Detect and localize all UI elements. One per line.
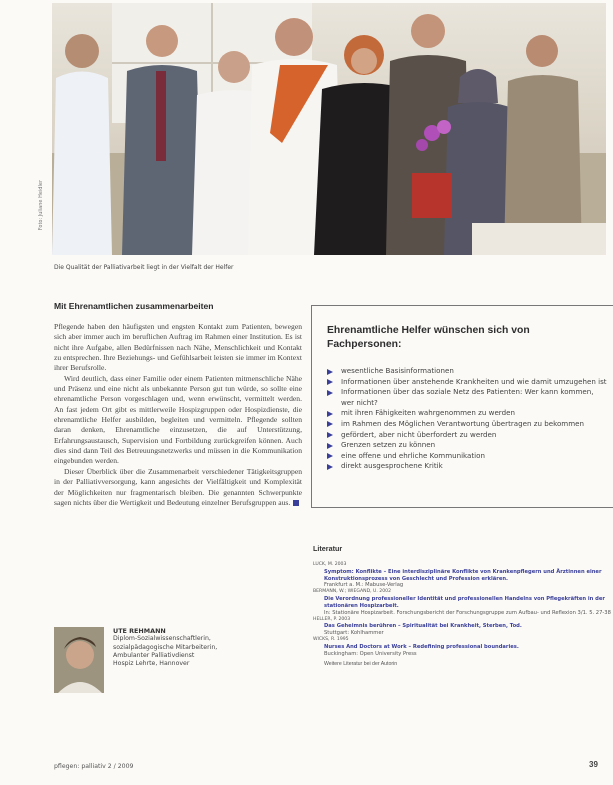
list-item [327, 408, 607, 419]
author-line: Hospiz Lehrte, Hannover [113, 660, 190, 668]
list-item-text: wesentliche Basisinformationen [341, 366, 454, 375]
group-photo [52, 3, 606, 255]
info-box [311, 305, 613, 508]
literature-author: WICKS, R. 1995 [313, 637, 349, 643]
literature-title: Nurses And Doctors at Work – Redefining professional boundaries. [324, 643, 519, 650]
bullet-triangle-icon [327, 390, 333, 396]
literature-title: Das Geheimnis berühren – Spiritualität bei Krankheit, Sterben, Tod. [324, 623, 522, 630]
literature-entry [313, 637, 613, 657]
list-item [327, 387, 607, 408]
literature-author: BERMANN, W.; WIEGAND, U. 2002 [313, 589, 391, 595]
photo-caption: Die Qualität der Palliativarbeit liegt in der Vielfalt der Helfer [54, 264, 234, 271]
author-info [113, 627, 293, 668]
group-photo-illustration [52, 3, 606, 255]
list-item [327, 440, 607, 451]
bullet-triangle-icon [327, 453, 333, 459]
list-item [327, 377, 607, 388]
article-paragraph-text: Dieser Überblick über die Zusammenarbeit verschiedener Tätigkeitsgruppen in der Palliativversorgung, kann angesichts der Vielfältigkeit und Komplexität der Möglichkeiten nur fragmentarisch bleiben. Die genannten Schwerpunkte sagen nichts über die Wertigkeit und Bedeutung einzelner Berufsgruppen aus. [54, 466, 302, 507]
bullet-triangle-icon [327, 443, 333, 449]
literature-entry [313, 562, 613, 589]
literature-heading: Literatur [313, 544, 343, 553]
article-body [54, 322, 302, 508]
author-line: Diplom-Sozialwissenschaftlerin, [113, 635, 211, 643]
author-line: Ambulanter Palliativdienst [113, 651, 195, 659]
list-item [327, 451, 607, 462]
journal-footer: pflegen: palliativ 2 / 2009 [54, 763, 134, 770]
author-name: UTE REHMANN [113, 627, 166, 635]
article-paragraph [54, 467, 302, 508]
list-item-text: eine offene und ehrliche Kommunikation [341, 450, 485, 460]
list-item-text: Informationen über anstehende Krankheiten und wie damit umzugehen ist [341, 376, 607, 386]
list-item [327, 430, 607, 441]
bullet-triangle-icon [327, 464, 333, 470]
literature-author: LUCK, M. 2003 [313, 562, 347, 567]
photo-credit: Foto: Juliane Heidler [38, 180, 44, 231]
literature-title: Symptom: Konflikte – Eine interdisziplinäre Konflikte von Krankenpflegern und Ärztinnen einer Konstruktionsprozess von Geschlecht und Profession erklären. [324, 568, 602, 582]
section-heading: Mit Ehrenamtlichen zusammenarbeiten [54, 301, 214, 311]
author-portrait [54, 627, 104, 693]
bullet-triangle-icon [327, 432, 333, 438]
bullet-triangle-icon [327, 369, 333, 375]
author-portrait-illustration [54, 627, 104, 693]
literature-title: Die Verordnung professioneller Identität und professionellen Handelns von Pflegekräften in der stationären Hospizarbeit. [324, 595, 605, 609]
bullet-triangle-icon [327, 411, 333, 417]
literature-publisher: Buckingham: Open University Press [324, 650, 417, 657]
info-box-title: Ehrenamtliche Helfer wünschen sich von Fachpersonen: [327, 325, 530, 350]
literature-publisher: Frankfurt a. M.: Mabuse-Verlag [324, 582, 404, 589]
literature-entry [313, 617, 613, 637]
list-item-text: im Rahmen des Möglichen Verantwortung übertragen zu bekommen [341, 418, 584, 428]
literature-publisher: Stuttgart: Kohlhammer [324, 630, 384, 637]
literature-note: Weitere Literatur bei der Autorin [324, 661, 398, 668]
list-item-text: gefördert, aber nicht überfordert zu werden [341, 429, 497, 439]
bullet-triangle-icon [327, 421, 333, 427]
list-item-text: mit ihren Fähigkeiten wahrgenommen zu werden [341, 408, 515, 418]
article-paragraph: Wird deutlich, dass einer Familie oder einem Patienten mitmenschliche Nähe und Präsenz und eine nicht als unbekannte Person gut tun würde, so sollte eine ehrenamtliche Person vorgeschlagen und, wenn erwünscht, vermittelt werden. An fast jedem Ort gibt es mittlerweile Hospizgruppen oder Hospizdienste, die ehrenamtliche Helfer ausbilden, begleiten und vermitteln. Pflegende sollten daran denken, Ehrenamtliche einzusetzen, die auf Unterstützung, Erfahrungsaustausch, Supervision und Fortbildung zurückgreifen können. Auch dies sind dann Teil des Betreuungsnetzwerks und müssen in die Kommunikation eingebunden werden. [54, 373, 302, 466]
list-item-text: Informationen über das soziale Netz des Patienten: Wer kann kommen, wer nicht? [341, 387, 594, 407]
list-item [327, 419, 607, 430]
literature-author: HELLER, P. 2003 [313, 616, 351, 622]
list-item-text: Grenzen setzen zu können [341, 440, 436, 450]
end-of-article-mark [293, 500, 299, 506]
page-number: 39 [589, 760, 598, 769]
bullet-triangle-icon [327, 379, 333, 385]
literature-list [313, 562, 613, 668]
article-paragraph: Pflegende haben den häufigsten und engsten Kontakt zum Patienten, bewegen sich aber immer auch im beruflichen Auftrag im Rahmen einer Institution. Es ist nicht ihre Aufgabe, allen Bedürfnissen nach Nähe, Menschlichkeit und Kontakt zu entsprechen. Ihre Beziehungs- und Gefühlsarbeit leisten sie immer im Kontext ihrer Berufsrolle. [54, 322, 302, 373]
author-line: sozialpädagogische Mitarbeiterin, [113, 643, 218, 651]
literature-publisher: In: Stationäre Hospizarbeit. Forschungsbericht der Forschungsgruppe zum Aufbau- und Reflexion 3/1. 5. 27-38 [324, 609, 611, 616]
info-box-list [327, 366, 607, 472]
list-item-text: direkt ausgesprochene Kritik [341, 461, 443, 471]
literature-entry [313, 589, 613, 616]
list-item [327, 461, 607, 472]
list-item [327, 366, 607, 377]
